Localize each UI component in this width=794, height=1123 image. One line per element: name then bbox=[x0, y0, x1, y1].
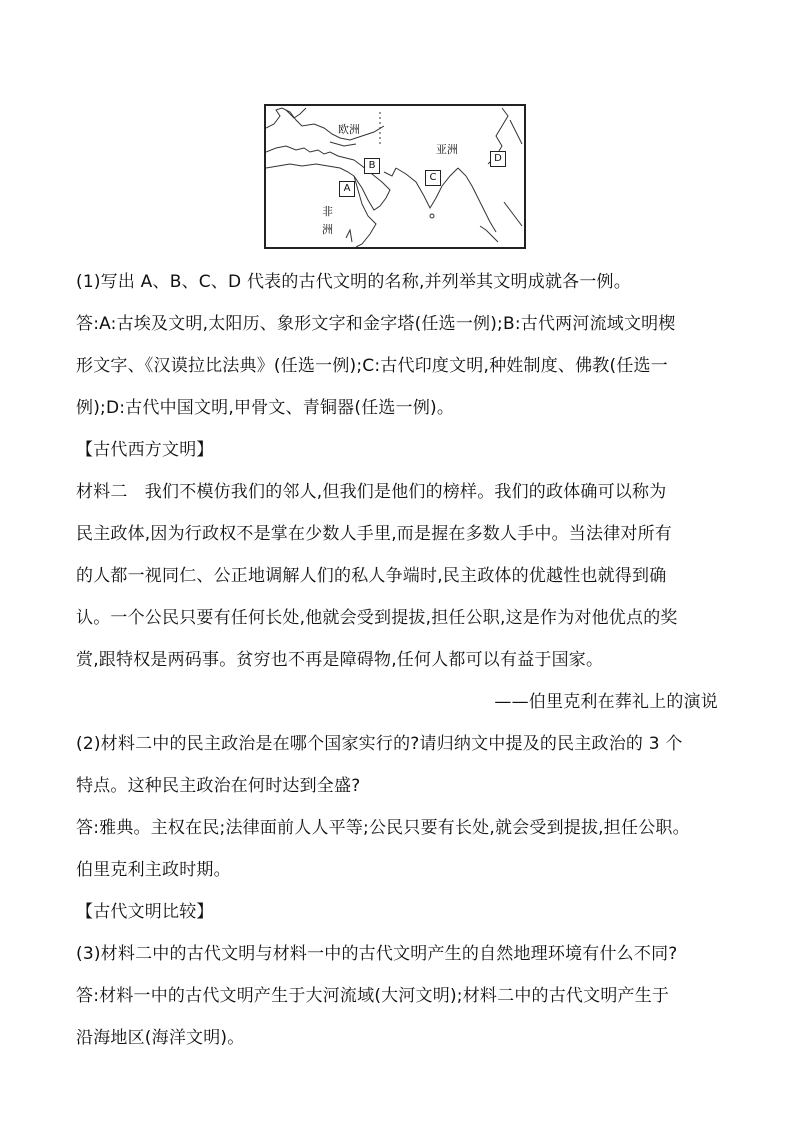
material-2-source: ——伯里克利在葬礼上的演说 bbox=[494, 692, 718, 712]
material-2-line-2: 民主政体,因为行政权不是掌在少数人手里,而是握在多数人手中。当法律对所有 bbox=[76, 524, 673, 544]
question-3: (3)材料二中的古代文明与材料一中的古代文明产生的自然地理环境有什么不同? bbox=[76, 944, 678, 964]
section-heading-western: 【古代西方文明】 bbox=[76, 440, 214, 460]
map-label-asia: 亚洲 bbox=[436, 143, 458, 156]
answer-1-line-2: 形文字、《汉谟拉比法典》(任选一例);C:古代印度文明,种姓制度、佛教(任选一 bbox=[76, 356, 668, 376]
material-2-line-3: 的人都一视同仁、公正地调解人们的私人争端时,民主政体的优越性也就得到确 bbox=[76, 566, 667, 586]
question-1: (1)写出 A、B、C、D 代表的古代文明的名称,并列举其文明成就各一例。 bbox=[76, 272, 631, 292]
map-outline bbox=[266, 106, 524, 247]
ancient-civilizations-map bbox=[264, 104, 526, 249]
answer-3-line-2: 沿海地区(海洋文明)。 bbox=[76, 1028, 245, 1048]
map-marker-a: A bbox=[339, 181, 355, 197]
material-2-line-1: 材料二 我们不模仿我们的邻人,但我们是他们的榜样。我们的政体确可以称为 bbox=[76, 482, 667, 502]
answer-1-line-3: 例);D:古代中国文明,甲骨文、青铜器(任选一例)。 bbox=[76, 398, 455, 418]
material-2-line-4: 认。一个公民只要有任何长处,他就会受到提拔,担任公职,这是作为对他优点的奖 bbox=[76, 608, 678, 628]
map-marker-d: D bbox=[490, 151, 506, 167]
map-label-africa-1: 非 bbox=[322, 205, 333, 218]
map-marker-b: B bbox=[364, 158, 380, 174]
map-label-africa-2: 洲 bbox=[322, 223, 333, 236]
map-marker-c: C bbox=[425, 170, 441, 186]
question-2-line-2: 特点。这种民主政治在何时达到全盛? bbox=[76, 776, 361, 796]
answer-1-line-1: 答:A:古埃及文明,太阳历、象形文字和金字塔(任选一例);B:古代两河流域文明楔 bbox=[76, 314, 676, 334]
answer-2-line-1: 答:雅典。主权在民;法律面前人人平等;公民只要有长处,就会受到提拔,担任公职。 bbox=[76, 818, 690, 838]
map-label-europe: 欧洲 bbox=[338, 123, 360, 136]
answer-3-line-1: 答:材料一中的古代文明产生于大河流域(大河文明);材料二中的古代文明产生于 bbox=[76, 986, 670, 1006]
material-2-line-5: 赏,跟特权是两码事。贫穷也不再是障碍物,任何人都可以有益于国家。 bbox=[76, 650, 604, 670]
question-2-line-1: (2)材料二中的民主政治是在哪个国家实行的?请归纳文中提及的民主政治的 3 个 bbox=[76, 734, 683, 754]
section-heading-comparison: 【古代文明比较】 bbox=[76, 902, 214, 922]
answer-2-line-2: 伯里克利主政时期。 bbox=[76, 860, 231, 880]
